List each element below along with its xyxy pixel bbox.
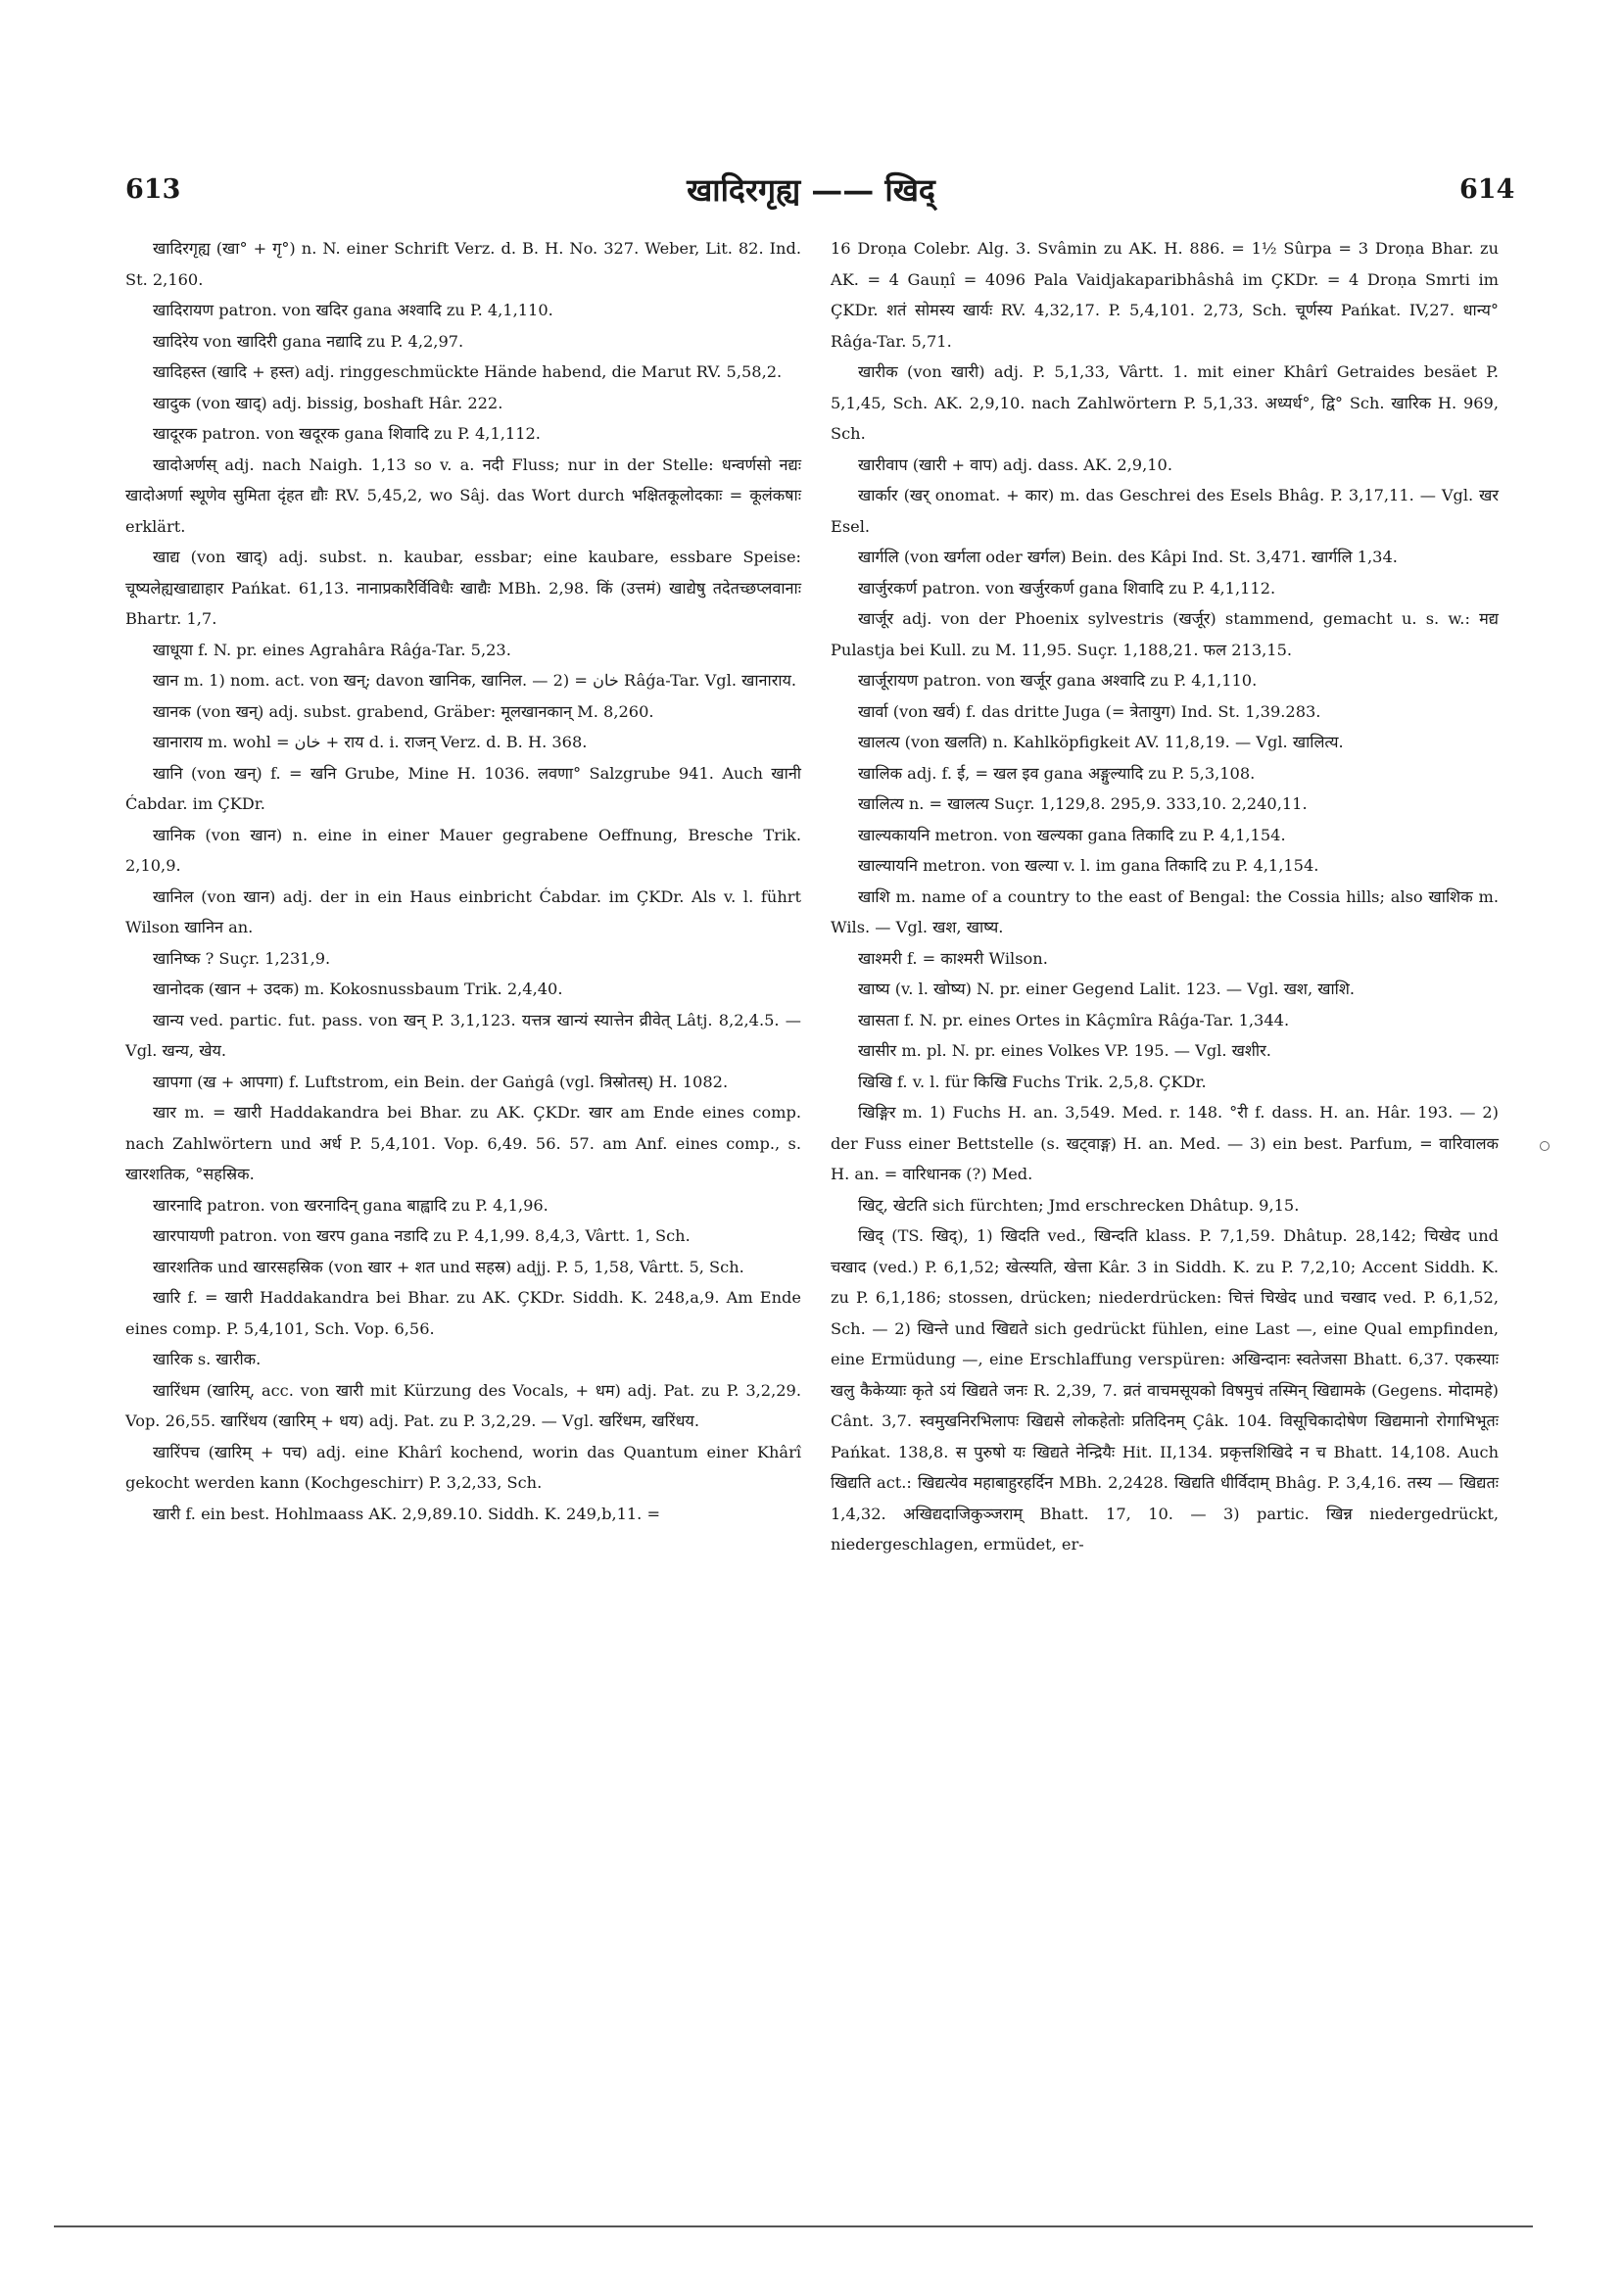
dictionary-entry: खादुक (von खाद्) adj. bissig, boshaft Hâr. 222.: [153, 393, 503, 412]
dictionary-entry: खान्य ved. partic. fut. pass. von खन् P. 3,1,123. यत्तत्र खान्यं स्यात्तेन व्रीवेत् Lâtj. 8,2,4.5. — Vgl. खन्य, खेय.: [125, 1010, 801, 1060]
dictionary-entry: खारिक s. खारीक.: [153, 1350, 262, 1368]
dictionary-entry: खादिरेय von खादिरी gana नद्यादि zu P. 4,2,97.: [153, 331, 464, 351]
dictionary-entry: खाशि m. name of a country to the east of Bengal: the Cossia hills; also खाशिक m. Wils. — Vgl. खश, खाष्य.: [831, 886, 1499, 936]
dictionary-entry: खानोदक (खान + उदक) m. Kokosnussbaum Trik. 2,4,40.: [153, 980, 563, 998]
dictionary-entry: खार्जूर adj. von der Phoenix sylvestris (खर्जूर) stammend, gemacht u. s. w.: मद्य Pulastja bei Kull. zu M. 11,95. Suçr. 1,188,21. फल 213,15.: [831, 609, 1499, 659]
left-column: [125, 233, 801, 1529]
dictionary-entry: खिद् (TS. खिद्), 1) खिदति ved., खिन्दति klass. P. 7,1,59. Dhâtup. 28,142; चिखेद und चखाद (ved.) P. 6,1,52; खेत्स्यति, खेत्ता Kâr. 3 in Siddh. K. zu P. 7,2,10; Accent Siddh. K. zu P. 6,1,186; stossen, drücken; niederdrücken: चित्तं चिखेद und चखाद ved. P. 6,1,52, Sch. — 2) खिन्ते und खिद्यते sich gedrückt fühlen, eine Last —, eine Qual empfinden, eine Ermüdung —, eine Erschlaffung verspüren: अखिन्दानः स्वतेजसा Bhatt. 6,37. एकस्याः खलु कैकेय्याः कृते ऽयं खिद्यते जनः R. 2,39, 7. व्रतं वाचमसूयको विषमुचं तस्मिन् खिद्यामके (Gegens. मोदामहे) Cânt. 3,7. स्वमुखनिरभिलापः खिद्यसे लोकहेतोः प्रतिदिनम् Çâk. 104. विसूचिकादोषेण खिद्यमानो रोगाभिभूतः Pańkat. 138,8. स पुरुषो यः खिद्यते नेन्द्रियैः Hit. II,134. प्रकृत्तशिखिदे न च Bhatt. 14,108. Auch खिद्यति act.: खिद्यत्येव महाबाहुरहर्दिन MBh. 2,2428. खिद्यति धीर्विदाम् Bhâg. P. 3,4,16. तस्य — खिद्यतः 1,4,32. अखिद्यदाजिकुञ्जराम् Bhatt. 17, 10. — 3) partic. खिन्न niedergedrückt, niedergeschlagen, ermüdet, er-: [831, 1226, 1499, 1554]
dictionary-entry: खादोअर्णस् adj. nach Naigh. 1,13 so v. a. नदी Fluss; nur in der Stelle: धन्वर्णसो नद्यः खादोअर्णा स्थूणेव सुमिता दृंहत द्यौः RV. 5,45,2, wo Sâj. das Wort durch भक्षितकूलोदकाः = कूलंकषाः erklärt.: [125, 454, 801, 536]
dictionary-entry: खाश्मरी f. = काश्मरी Wilson.: [858, 948, 1048, 968]
dictionary-entry: खार m. = खारी Haddakandra bei Bhar. zu AK. ÇKDr. खार am Ende eines comp. nach Zahlwörtern und अर्ध P. 5,4,101. Vop. 6,49. 56. 57. am Anf. eines comp., s. खारशतिक, °सहस्रिक.: [125, 1103, 801, 1183]
dictionary-entry: खारी f. ein best. Hohlmaass AK. 2,9,89.10. Siddh. K. 249,b,11. =: [153, 1504, 661, 1523]
margin-circle-mark: [1540, 1141, 1550, 1151]
dictionary-entry: खानक (von खन्) adj. subst. grabend, Gräber: मूलखानकान् M. 8,260.: [153, 701, 654, 721]
dictionary-entry: 16 Droṇa Colebr. Alg. 3. Svâmin zu AK. H. 886. = 1½ Sûrpa = 3 Droṇa Bhar. zu AK. = 4 Gauṇî = 4096 Pala Vaidjakaparibhâshâ im ÇKDr. = 4 Droṇa Smrti im ÇKDr. शतं सोमस्य खार्यः RV. 4,32,17. P. 5,4,101. 2,73, Sch. चूर्णस्य Pańkat. IV,27. धान्य° Râǵa-Tar. 5,71.: [831, 239, 1499, 351]
dictionary-entry: खाल्यकायनि metron. von खल्यका gana तिकादि zu P. 4,1,154.: [858, 825, 1286, 844]
dictionary-entry: खान m. 1) nom. act. von खन्; davon खानिक, खानिल. — 2) = خان Râǵa-Tar. Vgl. खानाराय.: [153, 671, 797, 690]
dictionary-entry: खाधूया f. N. pr. eines Agrahâra Râǵa-Tar. 5,23.: [153, 640, 511, 659]
dictionary-entry: खारिंपच (खारिम् + पच) adj. eine Khârî kochend, worin das Quantum einer Khârî gekocht werden kann (Kochgeschirr) P. 3,2,33, Sch.: [125, 1442, 801, 1492]
page-header: [0, 168, 1622, 212]
dictionary-entry: खिट्, खेटति sich fürchten; Jmd erschrecken Dhâtup. 9,15.: [858, 1195, 1300, 1215]
dictionary-entry: खालित्य n. = खालत्य Suçr. 1,129,8. 295,9. 333,10. 2,240,11.: [858, 794, 1308, 813]
dictionary-entry: खारनादि patron. von खरनादिन् gana बाह्वादि zu P. 4,1,96.: [153, 1195, 549, 1215]
dictionary-entry: खारपायणी patron. von खरप gana नडादि zu P. 4,1,99. 8,4,3, Vârtt. 1, Sch.: [153, 1226, 691, 1245]
dictionary-entry: खापगा (ख + आपगा) f. Luftstrom, ein Bein. der Gaṅgâ (vgl. त्रिस्रोतस्) H. 1082.: [153, 1072, 729, 1091]
dictionary-entry: खार्गलि (von खर्गला oder खर्गल) Bein. des Kâpi Ind. St. 3,471. खार्गलि 1,34.: [858, 548, 1398, 566]
dictionary-entry: खादिरायण patron. von खदिर gana अश्वादि zu P. 4,1,110.: [153, 301, 553, 319]
dictionary-entry: खारीवाप (खारी + वाप) adj. dass. AK. 2,9,10.: [858, 454, 1172, 474]
dictionary-entry: खाद्य (von खाद्) adj. subst. n. kaubar, essbar; eine kaubare, essbare Speise: चूष्यलेह्यखाद्याहार Pańkat. 61,13. नानाप्रकारैर्विविधैः खाद्यैः MBh. 2,98. किं (उत्तमं) खाद्येषु तदेतच्छप्लवानाः Bhartr. 1,7.: [125, 548, 801, 628]
dictionary-entry: खासता f. N. pr. eines Ortes in Kâçmîra Râǵa-Tar. 1,344.: [858, 1010, 1290, 1029]
dictionary-entry: खालत्य (von खलति) n. Kahlköpfigkeit AV. 11,8,19. — Vgl. खालित्य.: [858, 733, 1344, 751]
dictionary-entry: खार्कार (खर् onomat. + कार) m. das Geschrei des Esels Bhâg. P. 3,17,11. — Vgl. खर Esel.: [831, 486, 1499, 536]
dictionary-entry: खिखि f. v. l. für किखि Fuchs Trik. 2,5,8. ÇKDr.: [858, 1072, 1207, 1091]
dictionary-entry: खासीर m. pl. N. pr. eines Volkes VP. 195. — Vgl. खशीर.: [858, 1041, 1271, 1060]
dictionary-entry: खार्जुरकर्ण patron. von खर्जुरकर्ण gana शिवादि zu P. 4,1,112.: [858, 578, 1276, 598]
dictionary-entry: खाल्यायनि metron. von खल्या v. l. im gana तिकादि zu P. 4,1,154.: [858, 856, 1319, 875]
dictionary-entry: खादिरगृह्य (खा° + गृ°) n. N. einer Schrift Verz. d. B. H. No. 327. Weber, Lit. 82. Ind. St. 2,160.: [125, 239, 801, 289]
page-number-right: 614: [1459, 174, 1515, 205]
dictionary-entry: खालिक adj. f. ई, = खल इव gana अङ्गुल्यादि zu P. 5,3,108.: [858, 763, 1256, 783]
dictionary-entry: खानिष्क ? Suçr. 1,231,9.: [153, 948, 331, 968]
dictionary-entry: खानि (von खन्) f. = खनि Grube, Mine H. 1036. लवणा° Salzgrube 941. Auch खानी Ćabdar. im ÇKDr.: [125, 763, 801, 813]
dictionary-entry: खार्जूरायण patron. von खर्जूर gana अश्वादि zu P. 4,1,110.: [858, 671, 1258, 690]
dictionary-entry: खादूरक patron. von खदूरक gana शिवादि zu P. 4,1,112.: [153, 424, 541, 443]
dictionary-entry: खार्वा (von खर्व) f. das dritte Juga (= त्रेतायुग) Ind. St. 1,39.283.: [858, 701, 1321, 721]
dictionary-entry: खानिक (von खान) n. eine in einer Mauer gegrabene Oeffnung, Bresche Trik. 2,10,9.: [125, 825, 801, 875]
dictionary-entry: खानिल (von खान) adj. der in ein Haus einbricht Ćabdar. im ÇKDr. Als v. l. führt Wilson खानिन an.: [125, 886, 801, 936]
dictionary-entry: खारशतिक und खारसहस्रिक (von खार + शत und सहस्र) adjj. P. 5, 1,58, Vârtt. 5, Sch.: [153, 1257, 744, 1276]
dictionary-entry: खानाराय m. wohl = خان + राय d. i. राजन् Verz. d. B. H. 368.: [153, 733, 588, 751]
running-head: खादिरगृह्य —— खिद्: [687, 171, 935, 209]
dictionary-entry: खाष्य (v. l. खोष्य) N. pr. einer Gegend Lalit. 123. — Vgl. खश, खाशि.: [858, 980, 1356, 998]
dictionary-entry: खादिहस्त (खादि + हस्त) adj. ringgeschmückte Hände habend, die Marut RV. 5,58,2.: [153, 362, 783, 381]
bottom-rule: [54, 2225, 1533, 2227]
dictionary-entry: खारिंधम (खारिम्, acc. von खारी mit Kürzung des Vocals, + धम) adj. Pat. zu P. 3,2,29. Vop. 26,55. खारिंधय (खारिम् + धय) adj. Pat. zu P. 3,2,29. — Vgl. खरिंधम, खरिंधय.: [125, 1380, 801, 1430]
dictionary-entry: खिङ्गिर m. 1) Fuchs H. an. 3,549. Med. r. 148. °री f. dass. H. an. Hâr. 193. — 2) der Fuss einer Bettstelle (s. खट्वाङ्ग) H. an. Med. — 3) ein best. Parfum, = वारिवालक H. an. = वारिधानक (?) Med.: [831, 1103, 1499, 1183]
dictionary-entry: खारीक (von खारी) adj. P. 5,1,33, Vârtt. 1. mit einer Khârî Getraides besäet P. 5,1,45, Sch. AK. 2,9,10. nach Zahlwörtern P. 5,1,33. अध्यर्ध°, द्वि° Sch. खारिक H. 969, Sch.: [831, 362, 1499, 443]
page-number-left: 613: [125, 174, 181, 205]
dictionary-entry: खारि f. = खारी Haddakandra bei Bhar. zu AK. ÇKDr. Siddh. K. 248,a,9. Am Ende eines comp. P. 5,4,101, Sch. Vop. 6,56.: [125, 1288, 801, 1338]
right-column: [831, 233, 1499, 1560]
